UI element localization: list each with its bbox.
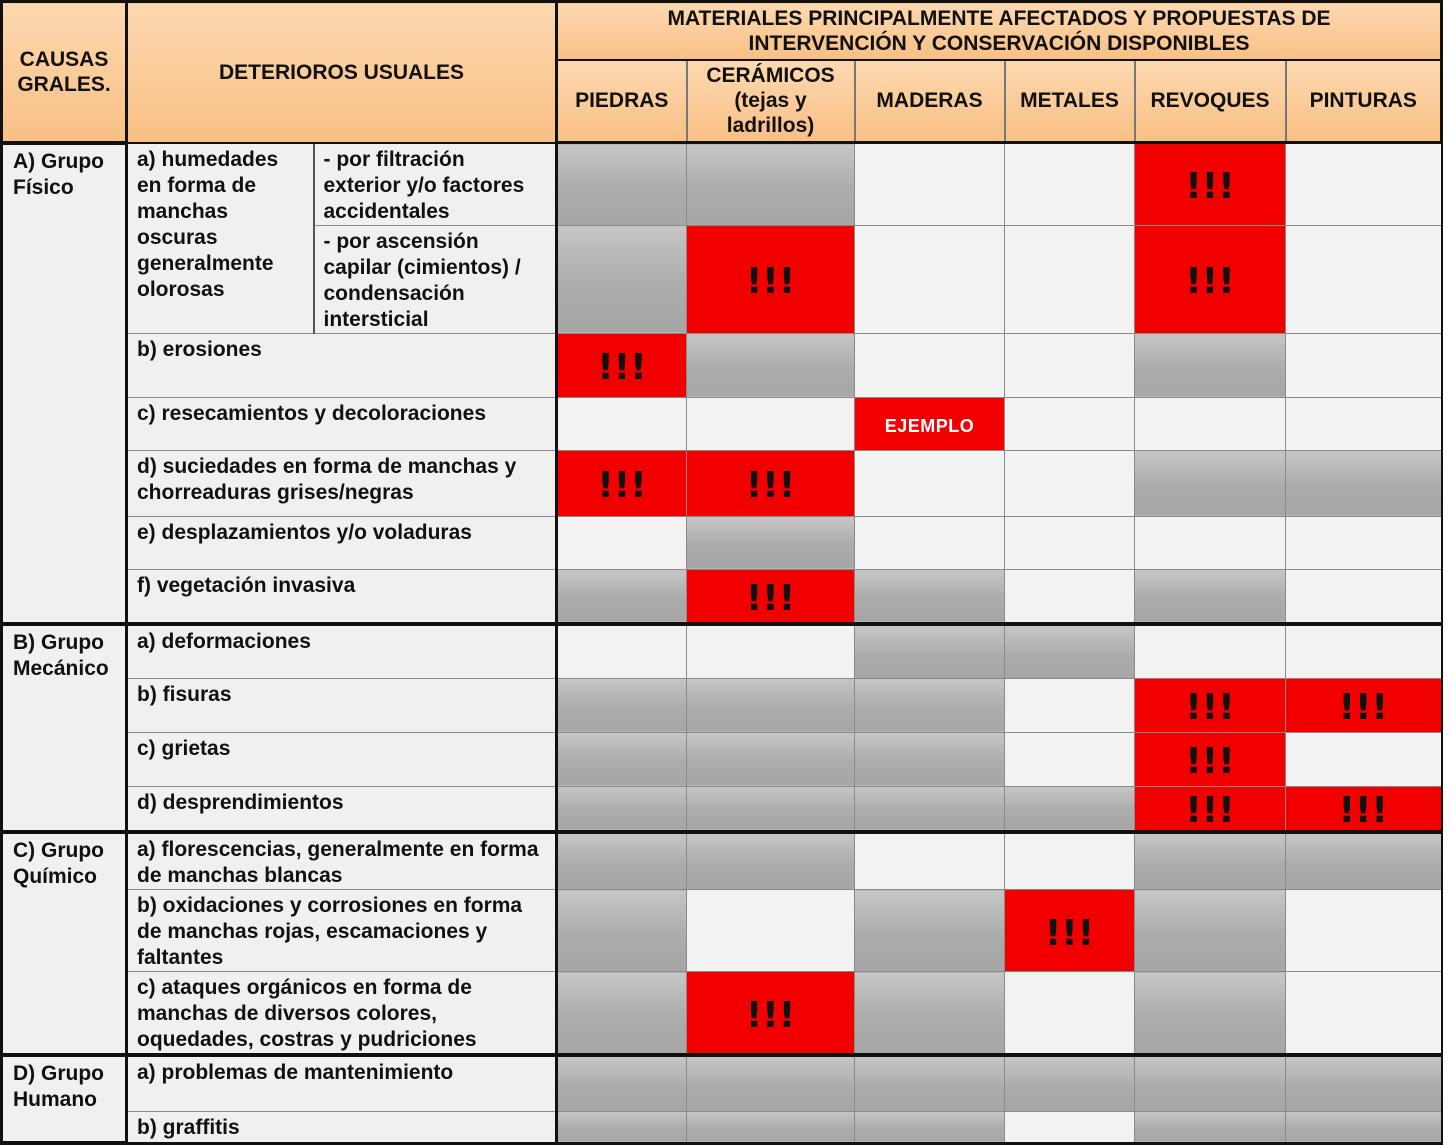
cell-maderas — [855, 450, 1005, 516]
cell-pinturas — [1286, 1111, 1442, 1143]
cell-revoques — [1135, 225, 1286, 333]
table-row — [2, 569, 1442, 624]
cell-pinturas — [1286, 786, 1442, 832]
cell-piedras — [557, 678, 687, 732]
cell-revoques — [1135, 1055, 1286, 1111]
cause-cell: A) Grupo Físico — [2, 143, 127, 625]
warning-mark: !!! — [1044, 912, 1095, 954]
cell-metales — [1005, 225, 1135, 333]
cell-metales — [1005, 516, 1135, 569]
cell-metales — [1005, 1055, 1135, 1111]
cell-ceramicos — [687, 569, 855, 624]
cell-revoques — [1135, 143, 1286, 226]
cell-revoques — [1135, 333, 1286, 397]
table-row — [2, 516, 1442, 569]
cell-maderas — [855, 732, 1005, 786]
cell-piedras — [557, 516, 687, 569]
cell-revoques — [1135, 832, 1286, 890]
cell-metales — [1005, 1111, 1135, 1143]
cell-revoques — [1135, 624, 1286, 678]
deterioro-cell: d) suciedades en forma de manchas y chorreaduras grises/negras — [127, 450, 557, 516]
cell-ceramicos — [687, 143, 855, 226]
cell-pinturas — [1286, 1055, 1442, 1111]
cell-metales — [1005, 450, 1135, 516]
table-row — [2, 1055, 1442, 1111]
cell-ceramicos — [687, 333, 855, 397]
cell-revoques — [1135, 786, 1286, 832]
cell-metales — [1005, 832, 1135, 890]
cell-revoques — [1135, 569, 1286, 624]
cause-cell: B) Grupo Mecánico — [2, 624, 127, 832]
deterioro-cell: a) humedades en forma de manchas oscuras generalmente olorosas — [127, 143, 314, 334]
table-row — [2, 333, 1442, 397]
warning-mark: !!! — [1185, 741, 1235, 782]
warning-mark: !!! — [597, 465, 647, 506]
cell-pinturas — [1286, 333, 1442, 397]
table-row — [2, 890, 1442, 972]
cell-maderas — [855, 1055, 1005, 1111]
deterioro-cell: b) fisuras — [127, 678, 557, 732]
cell-pinturas — [1286, 569, 1442, 624]
table-row — [2, 972, 1442, 1056]
deterioro-subcause-cell: - por ascensión capilar (cimientos) / condensación intersticial — [314, 225, 557, 333]
cell-revoques — [1135, 732, 1286, 786]
header-material-maderas: MADERAS — [855, 60, 1005, 143]
cell-maderas — [855, 1111, 1005, 1143]
cell-pinturas — [1286, 143, 1442, 226]
deterioro-cell: f) vegetación invasiva — [127, 569, 557, 624]
cell-maderas — [855, 569, 1005, 624]
cell-ceramicos — [687, 624, 855, 678]
deterioro-cell: b) erosiones — [127, 333, 557, 397]
deterioro-cell: a) florescencias, generalmente en forma de manchas blancas — [127, 832, 557, 890]
warning-mark: !!! — [1185, 687, 1235, 728]
cell-ceramicos — [687, 397, 855, 450]
header-material-pinturas: PINTURAS — [1286, 60, 1442, 143]
cell-piedras — [557, 786, 687, 832]
table-body — [2, 143, 1442, 1144]
example-label: EJEMPLO — [884, 416, 975, 436]
cell-metales — [1005, 732, 1135, 786]
cell-piedras — [557, 972, 687, 1056]
cell-piedras — [557, 333, 687, 397]
cell-ceramicos — [687, 450, 855, 516]
cell-piedras — [557, 624, 687, 678]
cell-revoques — [1135, 1111, 1286, 1143]
cell-metales — [1005, 143, 1135, 226]
cell-pinturas — [1286, 397, 1442, 450]
cell-metales — [1005, 624, 1135, 678]
cell-piedras — [557, 225, 687, 333]
cell-metales — [1005, 678, 1135, 732]
warning-mark: !!! — [597, 347, 647, 388]
cell-ceramicos — [687, 786, 855, 832]
cell-maderas — [855, 972, 1005, 1056]
cell-piedras — [557, 1055, 687, 1111]
cell-pinturas — [1286, 450, 1442, 516]
warning-mark: !!! — [745, 994, 796, 1036]
warning-mark: !!! — [745, 577, 796, 619]
deterioro-cell: a) problemas de mantenimiento — [127, 1055, 557, 1111]
cell-ceramicos — [687, 890, 855, 972]
cell-pinturas — [1286, 732, 1442, 786]
cell-revoques — [1135, 972, 1286, 1056]
cell-revoques — [1135, 397, 1286, 450]
cell-metales — [1005, 569, 1135, 624]
table-row — [2, 450, 1442, 516]
cell-maderas — [855, 397, 1005, 450]
cell-ceramicos — [687, 972, 855, 1056]
cell-ceramicos — [687, 678, 855, 732]
cell-pinturas — [1286, 225, 1442, 333]
cell-ceramicos — [687, 516, 855, 569]
header-deterioros: DETERIOROS USUALES — [127, 2, 557, 143]
header-causas: CAUSAS GRALES. — [2, 2, 127, 143]
cell-ceramicos — [687, 732, 855, 786]
deterioro-cell: b) graffitis — [127, 1111, 557, 1143]
cell-maderas — [855, 678, 1005, 732]
cell-piedras — [557, 397, 687, 450]
header-material-metales: METALES — [1005, 60, 1135, 143]
header-material-piedras: PIEDRAS — [557, 60, 687, 143]
cell-pinturas — [1286, 624, 1442, 678]
cell-metales — [1005, 972, 1135, 1056]
warning-mark: !!! — [1185, 166, 1235, 208]
deterioro-cell: c) grietas — [127, 732, 557, 786]
cell-revoques — [1135, 450, 1286, 516]
cell-pinturas — [1286, 678, 1442, 732]
cell-maderas — [855, 890, 1005, 972]
header-material-ceramicos: CERÁMICOS (tejas y ladrillos) — [687, 60, 855, 143]
table-row — [2, 786, 1442, 832]
cell-metales — [1005, 890, 1135, 972]
cell-ceramicos — [687, 225, 855, 333]
cell-metales — [1005, 786, 1135, 832]
table-row — [2, 678, 1442, 732]
deterioro-cell: a) deformaciones — [127, 624, 557, 678]
cell-metales — [1005, 333, 1135, 397]
cell-metales — [1005, 397, 1135, 450]
cell-ceramicos — [687, 1055, 855, 1111]
table-row — [2, 143, 1442, 226]
cell-piedras — [557, 143, 687, 226]
cell-ceramicos — [687, 832, 855, 890]
header-materiales-title: MATERIALES PRINCIPALMENTE AFECTADOS Y PROPUESTAS DE INTERVENCIÓN Y CONSERVACIÓN DISPONIBLES — [557, 2, 1442, 60]
warning-mark: !!! — [745, 261, 796, 302]
cell-maderas — [855, 333, 1005, 397]
deterioro-cell: d) desprendimientos — [127, 786, 557, 832]
cell-maderas — [855, 832, 1005, 890]
table-row — [2, 624, 1442, 678]
cell-piedras — [557, 890, 687, 972]
cell-maderas — [855, 143, 1005, 226]
table-row — [2, 1111, 1442, 1143]
table-row — [2, 832, 1442, 890]
cell-pinturas — [1286, 516, 1442, 569]
warning-mark: !!! — [745, 465, 796, 506]
cell-pinturas — [1286, 972, 1442, 1056]
deterioro-cell: c) ataques orgánicos en forma de manchas de diversos colores, oquedades, costras y pudriciones — [127, 972, 557, 1056]
cell-maderas — [855, 786, 1005, 832]
deterioro-cell: e) desplazamientos y/o voladuras — [127, 516, 557, 569]
header-material-revoques: REVOQUES — [1135, 60, 1286, 143]
cause-cell: D) Grupo Humano — [2, 1055, 127, 1143]
cell-maderas — [855, 516, 1005, 569]
cell-maderas — [855, 624, 1005, 678]
deterioro-cell: b) oxidaciones y corrosiones en forma de manchas rojas, escamaciones y faltantes — [127, 890, 557, 972]
warning-mark: !!! — [1338, 790, 1388, 832]
cause-cell: C) Grupo Químico — [2, 832, 127, 1055]
cell-piedras — [557, 1111, 687, 1143]
cell-piedras — [557, 732, 687, 786]
table-row — [2, 397, 1442, 450]
cell-revoques — [1135, 516, 1286, 569]
cell-revoques — [1135, 890, 1286, 972]
cell-revoques — [1135, 678, 1286, 732]
warning-mark: !!! — [1185, 261, 1235, 302]
deterioro-subcause-cell: - por filtración exterior y/o factores accidentales — [314, 143, 557, 226]
cell-pinturas — [1286, 832, 1442, 890]
cell-pinturas — [1286, 890, 1442, 972]
cell-piedras — [557, 832, 687, 890]
warning-mark: !!! — [1338, 687, 1388, 728]
cell-ceramicos — [687, 1111, 855, 1143]
table-row — [2, 732, 1442, 786]
warning-mark: !!! — [1185, 790, 1235, 832]
cell-piedras — [557, 569, 687, 624]
deterioro-cell: c) resecamientos y decoloraciones — [127, 397, 557, 450]
cell-maderas — [855, 225, 1005, 333]
cell-piedras — [557, 450, 687, 516]
